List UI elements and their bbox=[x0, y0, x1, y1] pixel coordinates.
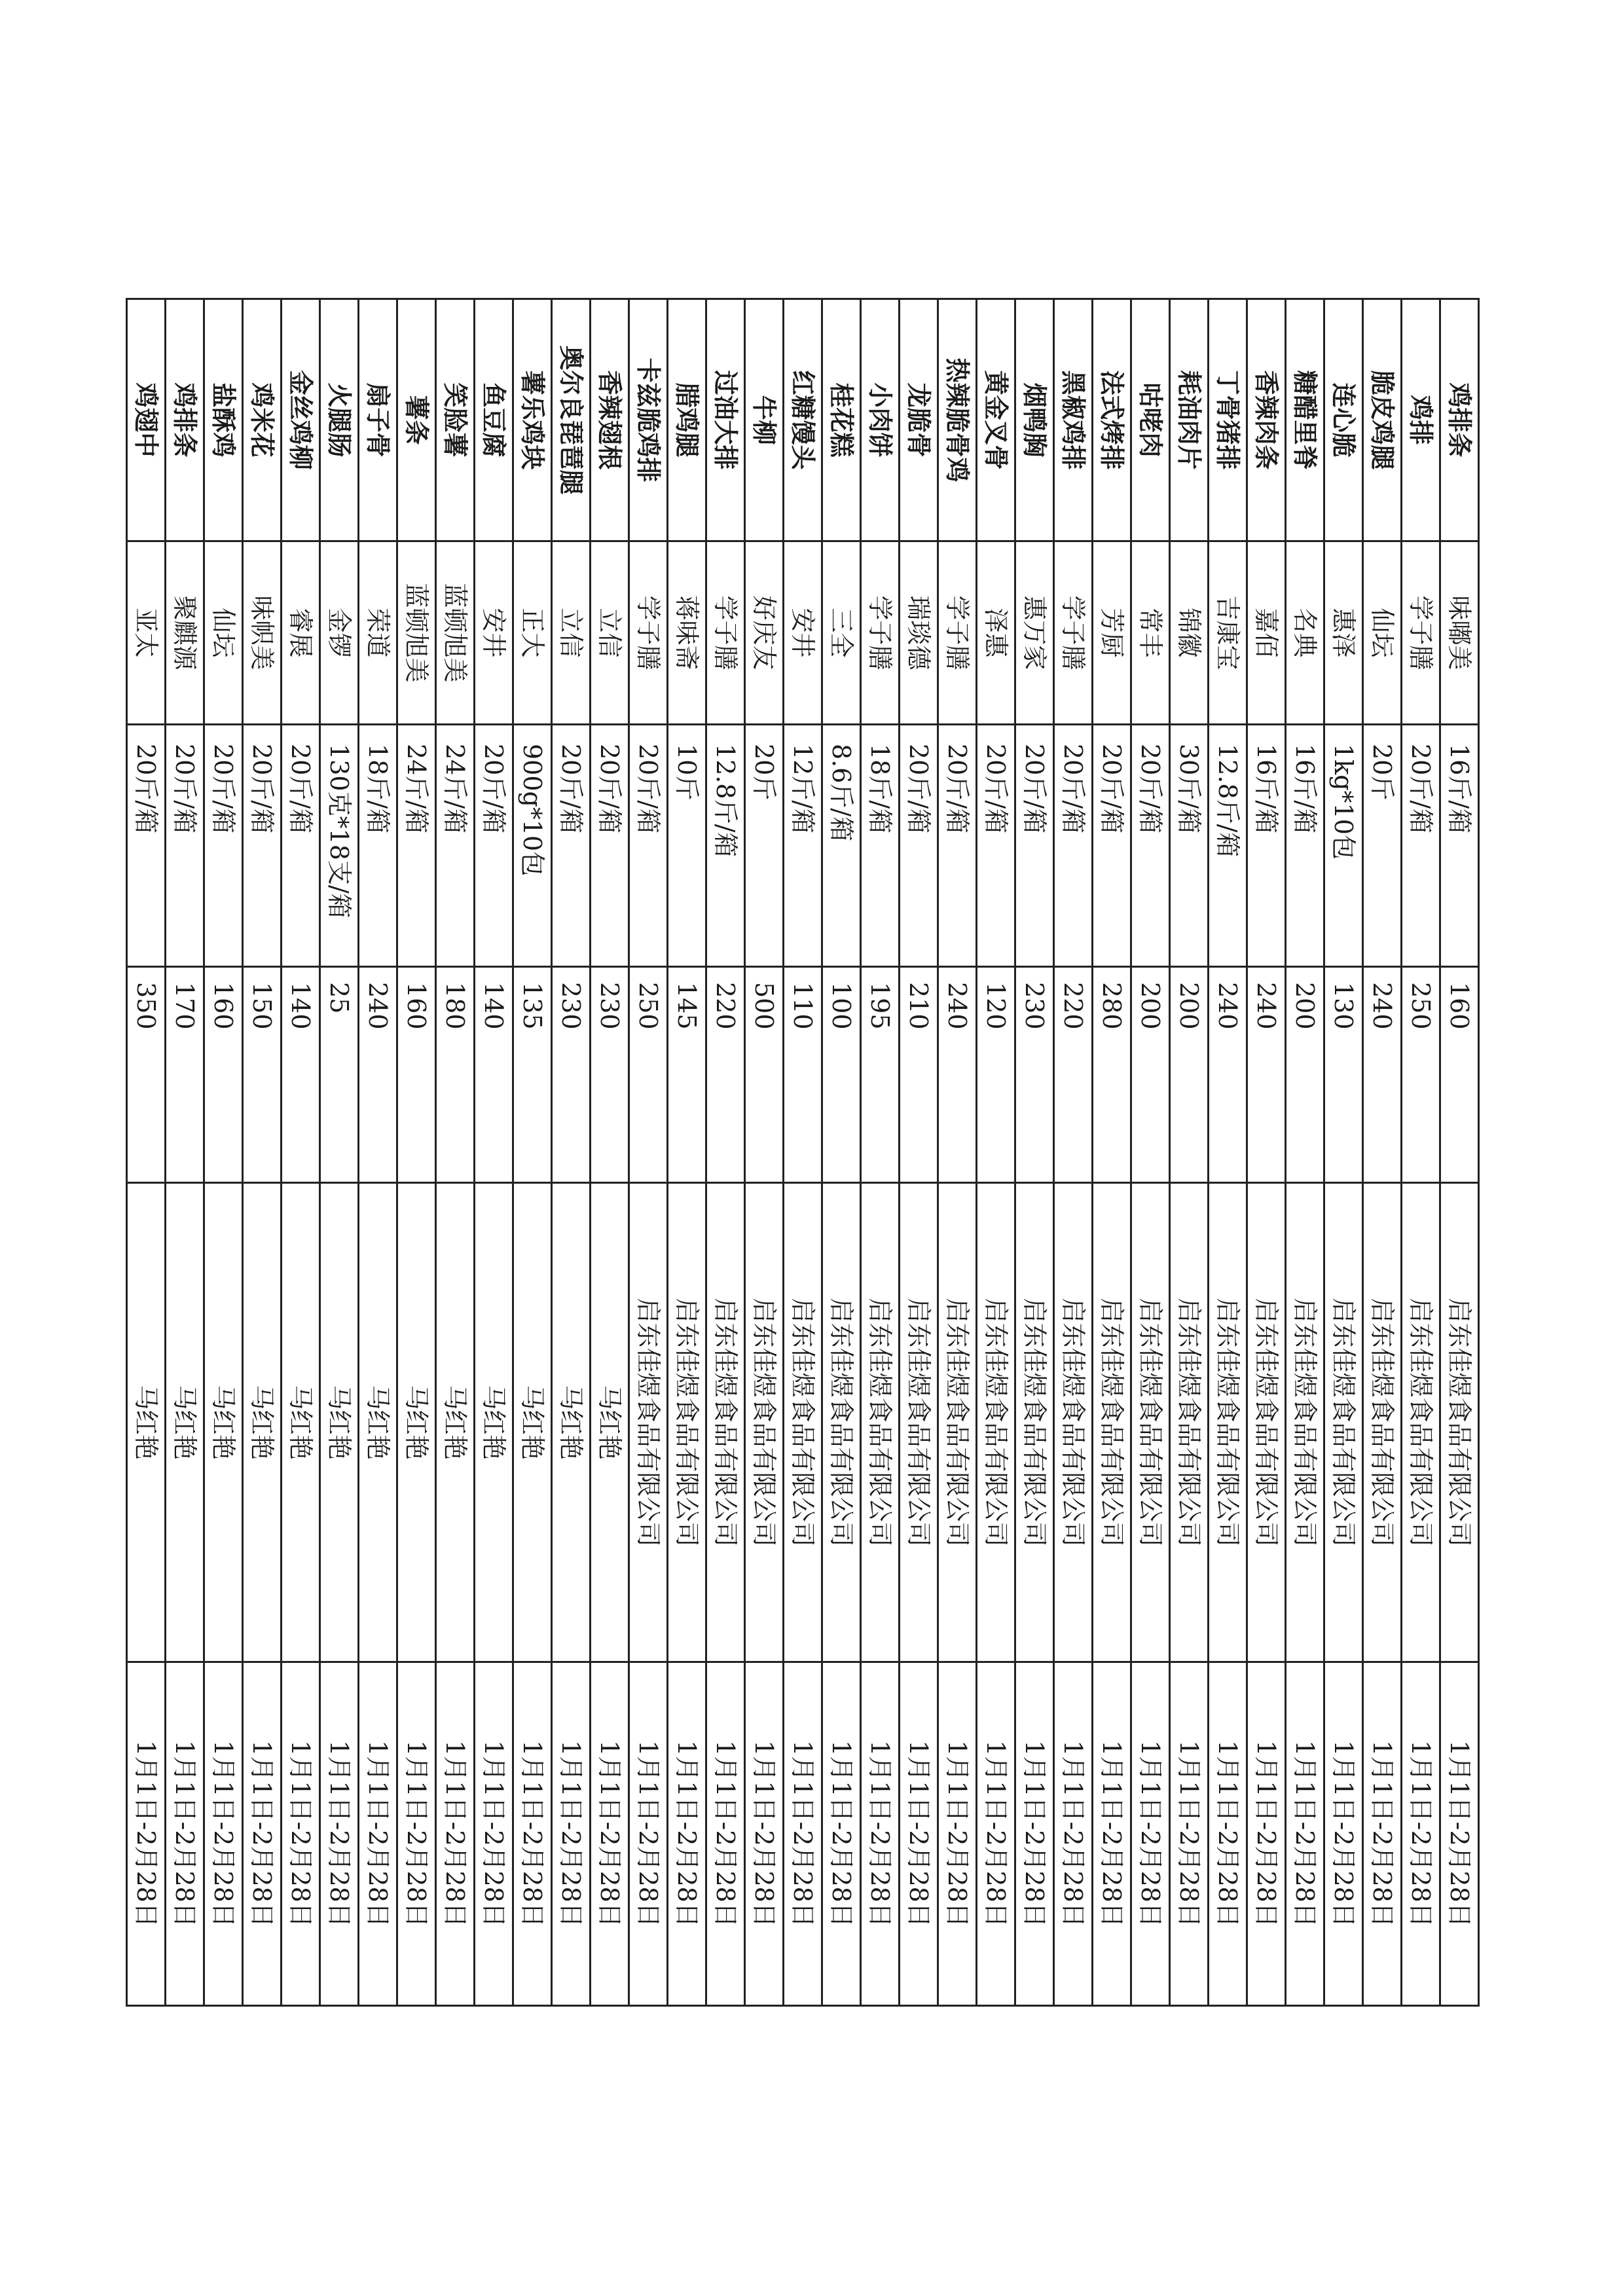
table-row bbox=[1402, 299, 1440, 2006]
price-table bbox=[126, 298, 1480, 2007]
period-cell: 1月1日-2月28日 bbox=[938, 1662, 977, 2006]
brand-cell: 学子膳 bbox=[938, 541, 977, 725]
price-cell: 135 bbox=[513, 967, 552, 1183]
table-row bbox=[282, 299, 320, 2006]
table-row bbox=[861, 299, 900, 2006]
product-name-cell: 火腿肠 bbox=[320, 299, 359, 541]
price-cell: 220 bbox=[1054, 967, 1093, 1183]
table-row bbox=[552, 299, 591, 2006]
product-name-cell: 丁骨猪排 bbox=[1209, 299, 1247, 541]
spec-cell: 30斤/箱 bbox=[1170, 725, 1209, 967]
period-cell: 1月1日-2月28日 bbox=[977, 1662, 1015, 2006]
brand-cell: 睿展 bbox=[282, 541, 320, 725]
period-cell: 1月1日-2月28日 bbox=[1170, 1662, 1209, 2006]
spec-cell: 20斤/箱 bbox=[1131, 725, 1170, 967]
supplier-cell: 启东佳煜食品有限公司 bbox=[1363, 1183, 1402, 1662]
product-name-cell: 耗油肉片 bbox=[1170, 299, 1209, 541]
period-cell: 1月1日-2月28日 bbox=[591, 1662, 629, 2006]
table-row bbox=[706, 299, 745, 2006]
brand-cell: 学子膳 bbox=[706, 541, 745, 725]
supplier-cell: 马红艳 bbox=[591, 1183, 629, 1662]
period-cell: 1月1日-2月28日 bbox=[552, 1662, 591, 2006]
table-row bbox=[1440, 299, 1479, 2006]
brand-cell: 安井 bbox=[784, 541, 822, 725]
supplier-cell: 启东佳煜食品有限公司 bbox=[1209, 1183, 1247, 1662]
product-name-cell: 鸡排条 bbox=[1440, 299, 1479, 541]
period-cell: 1月1日-2月28日 bbox=[1324, 1662, 1363, 2006]
spec-cell: 20斤/箱 bbox=[1402, 725, 1440, 967]
brand-cell: 立信 bbox=[552, 541, 591, 725]
spec-cell: 18斤/箱 bbox=[861, 725, 900, 967]
supplier-cell: 启东佳煜食品有限公司 bbox=[1247, 1183, 1286, 1662]
price-cell: 195 bbox=[861, 967, 900, 1183]
supplier-cell: 马红艳 bbox=[436, 1183, 475, 1662]
product-name-cell: 龙脆骨 bbox=[900, 299, 938, 541]
product-name-cell: 鱼豆腐 bbox=[475, 299, 513, 541]
price-cell: 160 bbox=[397, 967, 436, 1183]
supplier-cell: 启东佳煜食品有限公司 bbox=[745, 1183, 784, 1662]
table-row bbox=[397, 299, 436, 2006]
spec-cell: 20斤/箱 bbox=[938, 725, 977, 967]
period-cell: 1月1日-2月28日 bbox=[513, 1662, 552, 2006]
period-cell: 1月1日-2月28日 bbox=[745, 1662, 784, 2006]
brand-cell: 学子膳 bbox=[629, 541, 668, 725]
price-cell: 240 bbox=[359, 967, 397, 1183]
product-name-cell: 奥尔良琵琶腿 bbox=[552, 299, 591, 541]
product-name-cell: 金丝鸡柳 bbox=[282, 299, 320, 541]
brand-cell: 三全 bbox=[822, 541, 861, 725]
period-cell: 1月1日-2月28日 bbox=[900, 1662, 938, 2006]
price-cell: 100 bbox=[822, 967, 861, 1183]
table-row bbox=[629, 299, 668, 2006]
product-name-cell: 黄金叉骨 bbox=[977, 299, 1015, 541]
spec-cell: 24斤/箱 bbox=[397, 725, 436, 967]
brand-cell: 学子膳 bbox=[1054, 541, 1093, 725]
supplier-cell: 马红艳 bbox=[513, 1183, 552, 1662]
spec-cell: 20斤/箱 bbox=[1054, 725, 1093, 967]
spec-cell: 20斤/箱 bbox=[1015, 725, 1054, 967]
spec-cell: 20斤/箱 bbox=[127, 725, 166, 967]
product-name-cell: 牛柳 bbox=[745, 299, 784, 541]
spec-cell: 20斤/箱 bbox=[282, 725, 320, 967]
table-row bbox=[513, 299, 552, 2006]
supplier-cell: 启东佳煜食品有限公司 bbox=[822, 1183, 861, 1662]
brand-cell: 正大 bbox=[513, 541, 552, 725]
product-name-cell: 脆皮鸡腿 bbox=[1363, 299, 1402, 541]
table-row bbox=[1093, 299, 1131, 2006]
product-name-cell: 薯乐鸡块 bbox=[513, 299, 552, 541]
price-cell: 240 bbox=[1209, 967, 1247, 1183]
spec-cell: 18斤/箱 bbox=[359, 725, 397, 967]
price-cell: 150 bbox=[243, 967, 282, 1183]
supplier-cell: 启东佳煜食品有限公司 bbox=[1015, 1183, 1054, 1662]
period-cell: 1月1日-2月28日 bbox=[127, 1662, 166, 2006]
price-cell: 240 bbox=[938, 967, 977, 1183]
brand-cell: 嘉佰 bbox=[1247, 541, 1286, 725]
period-cell: 1月1日-2月28日 bbox=[1440, 1662, 1479, 2006]
supplier-cell: 启东佳煜食品有限公司 bbox=[1286, 1183, 1324, 1662]
product-name-cell: 香辣翅根 bbox=[591, 299, 629, 541]
product-name-cell: 鸡翅中 bbox=[127, 299, 166, 541]
table-row bbox=[1324, 299, 1363, 2006]
price-cell: 180 bbox=[436, 967, 475, 1183]
price-cell: 500 bbox=[745, 967, 784, 1183]
supplier-cell: 马红艳 bbox=[320, 1183, 359, 1662]
table-row bbox=[1131, 299, 1170, 2006]
table-row bbox=[745, 299, 784, 2006]
supplier-cell: 马红艳 bbox=[243, 1183, 282, 1662]
price-cell: 250 bbox=[629, 967, 668, 1183]
table-body bbox=[127, 299, 1479, 2006]
price-cell: 280 bbox=[1093, 967, 1131, 1183]
spec-cell: 20斤/箱 bbox=[977, 725, 1015, 967]
price-cell: 250 bbox=[1402, 967, 1440, 1183]
period-cell: 1月1日-2月28日 bbox=[1054, 1662, 1093, 2006]
brand-cell: 仙坛 bbox=[1363, 541, 1402, 725]
product-name-cell: 扇子骨 bbox=[359, 299, 397, 541]
price-cell: 200 bbox=[1131, 967, 1170, 1183]
table-row bbox=[784, 299, 822, 2006]
spec-cell: 20斤/箱 bbox=[591, 725, 629, 967]
product-name-cell: 薯条 bbox=[397, 299, 436, 541]
table-row bbox=[1363, 299, 1402, 2006]
brand-cell: 蓝顿旭美 bbox=[397, 541, 436, 725]
brand-cell: 惠泽 bbox=[1324, 541, 1363, 725]
product-name-cell: 烟鸭胸 bbox=[1015, 299, 1054, 541]
period-cell: 1月1日-2月28日 bbox=[359, 1662, 397, 2006]
brand-cell: 味嘟美 bbox=[1440, 541, 1479, 725]
brand-cell: 仙坛 bbox=[204, 541, 243, 725]
period-cell: 1月1日-2月28日 bbox=[1093, 1662, 1131, 2006]
table-row bbox=[1170, 299, 1209, 2006]
supplier-cell: 启东佳煜食品有限公司 bbox=[1440, 1183, 1479, 1662]
price-cell: 200 bbox=[1286, 967, 1324, 1183]
brand-cell: 荣道 bbox=[359, 541, 397, 725]
table-row bbox=[204, 299, 243, 2006]
price-cell: 240 bbox=[1247, 967, 1286, 1183]
table-row bbox=[243, 299, 282, 2006]
period-cell: 1月1日-2月28日 bbox=[1015, 1662, 1054, 2006]
table-row bbox=[822, 299, 861, 2006]
spec-cell: 16斤/箱 bbox=[1247, 725, 1286, 967]
period-cell: 1月1日-2月28日 bbox=[861, 1662, 900, 2006]
spec-cell: 20斤/箱 bbox=[629, 725, 668, 967]
supplier-cell: 启东佳煜食品有限公司 bbox=[1093, 1183, 1131, 1662]
brand-cell: 瑞琰德 bbox=[900, 541, 938, 725]
supplier-cell: 启东佳煜食品有限公司 bbox=[1402, 1183, 1440, 1662]
product-name-cell: 糖醋里脊 bbox=[1286, 299, 1324, 541]
price-cell: 230 bbox=[591, 967, 629, 1183]
spec-cell: 12斤/箱 bbox=[784, 725, 822, 967]
price-cell: 140 bbox=[282, 967, 320, 1183]
product-name-cell: 腊鸡腿 bbox=[668, 299, 706, 541]
spec-cell: 8.6斤/箱 bbox=[822, 725, 861, 967]
product-name-cell: 桂花糕 bbox=[822, 299, 861, 541]
supplier-cell: 启东佳煜食品有限公司 bbox=[668, 1183, 706, 1662]
brand-cell: 惠万家 bbox=[1015, 541, 1054, 725]
spec-cell: 16斤/箱 bbox=[1440, 725, 1479, 967]
price-cell: 230 bbox=[552, 967, 591, 1183]
supplier-cell: 启东佳煜食品有限公司 bbox=[629, 1183, 668, 1662]
brand-cell: 金锣 bbox=[320, 541, 359, 725]
price-cell: 25 bbox=[320, 967, 359, 1183]
brand-cell: 名典 bbox=[1286, 541, 1324, 725]
table-row bbox=[900, 299, 938, 2006]
period-cell: 1月1日-2月28日 bbox=[204, 1662, 243, 2006]
spec-cell: 24斤/箱 bbox=[436, 725, 475, 967]
brand-cell: 亚太 bbox=[127, 541, 166, 725]
product-name-cell: 过油大排 bbox=[706, 299, 745, 541]
spec-cell: 20斤/箱 bbox=[552, 725, 591, 967]
period-cell: 1月1日-2月28日 bbox=[166, 1662, 204, 2006]
spec-cell: 900g*10包 bbox=[513, 725, 552, 967]
price-cell: 140 bbox=[475, 967, 513, 1183]
period-cell: 1月1日-2月28日 bbox=[1286, 1662, 1324, 2006]
spec-cell: 20斤 bbox=[1363, 725, 1402, 967]
period-cell: 1月1日-2月28日 bbox=[1209, 1662, 1247, 2006]
supplier-cell: 马红艳 bbox=[359, 1183, 397, 1662]
supplier-cell: 启东佳煜食品有限公司 bbox=[1324, 1183, 1363, 1662]
spec-cell: 12.8斤/箱 bbox=[706, 725, 745, 967]
period-cell: 1月1日-2月28日 bbox=[1131, 1662, 1170, 2006]
price-cell: 200 bbox=[1170, 967, 1209, 1183]
price-cell: 230 bbox=[1015, 967, 1054, 1183]
product-name-cell: 咕咾肉 bbox=[1131, 299, 1170, 541]
price-cell: 160 bbox=[1440, 967, 1479, 1183]
price-cell: 120 bbox=[977, 967, 1015, 1183]
brand-cell: 蒋味斋 bbox=[668, 541, 706, 725]
brand-cell: 立信 bbox=[591, 541, 629, 725]
spec-cell: 20斤/箱 bbox=[1093, 725, 1131, 967]
period-cell: 1月1日-2月28日 bbox=[668, 1662, 706, 2006]
supplier-cell: 启东佳煜食品有限公司 bbox=[706, 1183, 745, 1662]
table-row bbox=[977, 299, 1015, 2006]
price-cell: 170 bbox=[166, 967, 204, 1183]
spec-cell: 130克*18支/箱 bbox=[320, 725, 359, 967]
product-name-cell: 盐酥鸡 bbox=[204, 299, 243, 541]
table-row bbox=[1015, 299, 1054, 2006]
price-cell: 130 bbox=[1324, 967, 1363, 1183]
table-row bbox=[1247, 299, 1286, 2006]
product-name-cell: 香辣肉条 bbox=[1247, 299, 1286, 541]
spec-cell: 20斤/箱 bbox=[204, 725, 243, 967]
table-row bbox=[127, 299, 166, 2006]
table-row bbox=[475, 299, 513, 2006]
brand-cell: 安井 bbox=[475, 541, 513, 725]
price-cell: 350 bbox=[127, 967, 166, 1183]
product-name-cell: 小肉饼 bbox=[861, 299, 900, 541]
product-name-cell: 连心脆 bbox=[1324, 299, 1363, 541]
brand-cell: 蓝顿旭美 bbox=[436, 541, 475, 725]
product-name-cell: 鸡排 bbox=[1402, 299, 1440, 541]
supplier-cell: 启东佳煜食品有限公司 bbox=[938, 1183, 977, 1662]
product-name-cell: 热辣脆骨鸡 bbox=[938, 299, 977, 541]
brand-cell: 学子膳 bbox=[861, 541, 900, 725]
brand-cell: 学子膳 bbox=[1402, 541, 1440, 725]
spec-cell: 20斤/箱 bbox=[900, 725, 938, 967]
product-name-cell: 笑脸薯 bbox=[436, 299, 475, 541]
supplier-cell: 马红艳 bbox=[282, 1183, 320, 1662]
product-name-cell: 鸡米花 bbox=[243, 299, 282, 541]
period-cell: 1月1日-2月28日 bbox=[1247, 1662, 1286, 2006]
price-cell: 145 bbox=[668, 967, 706, 1183]
price-cell: 220 bbox=[706, 967, 745, 1183]
brand-cell: 味帜美 bbox=[243, 541, 282, 725]
period-cell: 1月1日-2月28日 bbox=[1402, 1662, 1440, 2006]
supplier-cell: 马红艳 bbox=[552, 1183, 591, 1662]
period-cell: 1月1日-2月28日 bbox=[243, 1662, 282, 2006]
supplier-cell: 启东佳煜食品有限公司 bbox=[861, 1183, 900, 1662]
period-cell: 1月1日-2月28日 bbox=[706, 1662, 745, 2006]
supplier-cell: 启东佳煜食品有限公司 bbox=[900, 1183, 938, 1662]
table-row bbox=[320, 299, 359, 2006]
price-cell: 210 bbox=[900, 967, 938, 1183]
spec-cell: 20斤/箱 bbox=[243, 725, 282, 967]
supplier-cell: 马红艳 bbox=[166, 1183, 204, 1662]
spec-cell: 20斤/箱 bbox=[475, 725, 513, 967]
supplier-cell: 马红艳 bbox=[397, 1183, 436, 1662]
product-name-cell: 鸡排条 bbox=[166, 299, 204, 541]
product-name-cell: 卡兹脆鸡排 bbox=[629, 299, 668, 541]
supplier-cell: 马红艳 bbox=[475, 1183, 513, 1662]
period-cell: 1月1日-2月28日 bbox=[282, 1662, 320, 2006]
table-row bbox=[1286, 299, 1324, 2006]
brand-cell: 泽惠 bbox=[977, 541, 1015, 725]
brand-cell: 聚麒源 bbox=[166, 541, 204, 725]
spec-cell: 1kg*10包 bbox=[1324, 725, 1363, 967]
supplier-cell: 马红艳 bbox=[127, 1183, 166, 1662]
price-cell: 160 bbox=[204, 967, 243, 1183]
table-row bbox=[591, 299, 629, 2006]
table-row bbox=[938, 299, 977, 2006]
table-row bbox=[1054, 299, 1093, 2006]
brand-cell: 吉康宝 bbox=[1209, 541, 1247, 725]
price-cell: 110 bbox=[784, 967, 822, 1183]
spec-cell: 20斤 bbox=[745, 725, 784, 967]
spec-cell: 16斤/箱 bbox=[1286, 725, 1324, 967]
spec-cell: 20斤/箱 bbox=[166, 725, 204, 967]
table-row bbox=[166, 299, 204, 2006]
price-cell: 240 bbox=[1363, 967, 1402, 1183]
period-cell: 1月1日-2月28日 bbox=[320, 1662, 359, 2006]
product-name-cell: 黑椒鸡排 bbox=[1054, 299, 1093, 541]
supplier-cell: 马红艳 bbox=[204, 1183, 243, 1662]
brand-cell: 常丰 bbox=[1131, 541, 1170, 725]
supplier-cell: 启东佳煜食品有限公司 bbox=[1054, 1183, 1093, 1662]
period-cell: 1月1日-2月28日 bbox=[629, 1662, 668, 2006]
supplier-cell: 启东佳煜食品有限公司 bbox=[977, 1183, 1015, 1662]
period-cell: 1月1日-2月28日 bbox=[1363, 1662, 1402, 2006]
period-cell: 1月1日-2月28日 bbox=[397, 1662, 436, 2006]
period-cell: 1月1日-2月28日 bbox=[475, 1662, 513, 2006]
supplier-cell: 启东佳煜食品有限公司 bbox=[784, 1183, 822, 1662]
table-row bbox=[436, 299, 475, 2006]
spec-cell: 12.8斤/箱 bbox=[1209, 725, 1247, 967]
rotated-price-table bbox=[126, 298, 1480, 2005]
spec-cell: 10斤 bbox=[668, 725, 706, 967]
table-row bbox=[1209, 299, 1247, 2006]
brand-cell: 锦徽 bbox=[1170, 541, 1209, 725]
product-name-cell: 法式烤排 bbox=[1093, 299, 1131, 541]
brand-cell: 芳厨 bbox=[1093, 541, 1131, 725]
supplier-cell: 启东佳煜食品有限公司 bbox=[1170, 1183, 1209, 1662]
table-row bbox=[359, 299, 397, 2006]
period-cell: 1月1日-2月28日 bbox=[822, 1662, 861, 2006]
brand-cell: 好庆友 bbox=[745, 541, 784, 725]
supplier-cell: 启东佳煜食品有限公司 bbox=[1131, 1183, 1170, 1662]
period-cell: 1月1日-2月28日 bbox=[436, 1662, 475, 2006]
table-row bbox=[668, 299, 706, 2006]
product-name-cell: 红糖馒头 bbox=[784, 299, 822, 541]
period-cell: 1月1日-2月28日 bbox=[784, 1662, 822, 2006]
